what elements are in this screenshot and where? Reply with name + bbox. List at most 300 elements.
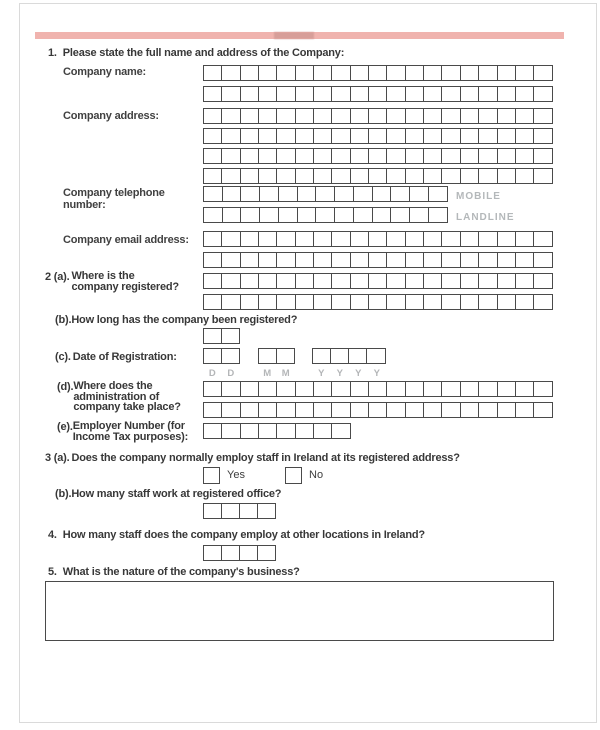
registration-year-row[interactable] xyxy=(312,348,386,364)
comb-cell[interactable] xyxy=(405,65,425,81)
comb-cell[interactable] xyxy=(405,273,425,289)
comb-cell[interactable] xyxy=(460,128,480,144)
yes-checkbox[interactable] xyxy=(203,467,220,484)
comb-cell[interactable] xyxy=(405,381,425,397)
comb-cell[interactable] xyxy=(203,402,223,418)
comb-cell[interactable] xyxy=(221,273,241,289)
comb-cell[interactable] xyxy=(497,294,517,310)
comb-cell[interactable] xyxy=(331,128,351,144)
comb-cell[interactable] xyxy=(460,381,480,397)
comb-cell[interactable] xyxy=(278,207,298,223)
comb-cell[interactable] xyxy=(350,402,370,418)
comb-cell[interactable] xyxy=(258,273,278,289)
comb-cell[interactable] xyxy=(240,168,260,184)
comb-cell[interactable] xyxy=(423,65,443,81)
comb-cell[interactable] xyxy=(240,128,260,144)
comb-cell[interactable] xyxy=(405,86,425,102)
comb-cell[interactable] xyxy=(221,402,241,418)
comb-cell[interactable] xyxy=(368,128,388,144)
comb-cell[interactable] xyxy=(258,86,278,102)
comb-cell[interactable] xyxy=(331,381,351,397)
comb-cell[interactable] xyxy=(203,207,223,223)
comb-cell[interactable] xyxy=(405,252,425,268)
comb-cell[interactable] xyxy=(460,65,480,81)
comb-cell[interactable] xyxy=(313,381,333,397)
comb-cell[interactable] xyxy=(428,207,448,223)
comb-cell[interactable] xyxy=(441,231,461,247)
comb-cell[interactable] xyxy=(295,65,315,81)
comb-cell[interactable] xyxy=(350,86,370,102)
comb-cell[interactable] xyxy=(368,294,388,310)
staff-registered-office-row[interactable] xyxy=(203,503,276,519)
comb-cell[interactable] xyxy=(441,108,461,124)
comb-cell[interactable] xyxy=(350,273,370,289)
comb-cell[interactable] xyxy=(221,381,241,397)
comb-cell[interactable] xyxy=(350,381,370,397)
comb-cell[interactable] xyxy=(515,148,535,164)
comb-cell[interactable] xyxy=(221,294,241,310)
comb-cell[interactable] xyxy=(240,402,260,418)
comb-cell[interactable] xyxy=(368,65,388,81)
comb-cell[interactable] xyxy=(350,168,370,184)
registered-where-row-1[interactable] xyxy=(203,273,553,289)
administration-place-row-2[interactable] xyxy=(203,402,553,418)
company-address-row-1[interactable] xyxy=(203,108,553,124)
comb-cell[interactable] xyxy=(497,231,517,247)
comb-cell[interactable] xyxy=(258,348,277,364)
comb-cell[interactable] xyxy=(409,207,429,223)
comb-cell[interactable] xyxy=(239,503,258,519)
phone-mobile-row[interactable] xyxy=(203,186,448,202)
comb-cell[interactable] xyxy=(240,423,260,439)
comb-cell[interactable] xyxy=(295,273,315,289)
comb-cell[interactable] xyxy=(331,65,351,81)
comb-cell[interactable] xyxy=(460,273,480,289)
comb-cell[interactable] xyxy=(441,273,461,289)
comb-cell[interactable] xyxy=(386,294,406,310)
comb-cell[interactable] xyxy=(348,348,368,364)
comb-cell[interactable] xyxy=(368,381,388,397)
comb-cell[interactable] xyxy=(203,231,223,247)
comb-cell[interactable] xyxy=(515,381,535,397)
comb-cell[interactable] xyxy=(222,207,242,223)
comb-cell[interactable] xyxy=(533,86,553,102)
registration-month-row[interactable] xyxy=(258,348,295,364)
comb-cell[interactable] xyxy=(497,381,517,397)
comb-cell[interactable] xyxy=(295,252,315,268)
comb-cell[interactable] xyxy=(515,273,535,289)
staff-other-locations-row[interactable] xyxy=(203,545,276,561)
comb-cell[interactable] xyxy=(313,86,333,102)
comb-cell[interactable] xyxy=(441,128,461,144)
comb-cell[interactable] xyxy=(460,168,480,184)
comb-cell[interactable] xyxy=(386,252,406,268)
no-checkbox[interactable] xyxy=(285,467,302,484)
comb-cell[interactable] xyxy=(203,273,223,289)
comb-cell[interactable] xyxy=(259,207,279,223)
comb-cell[interactable] xyxy=(386,108,406,124)
comb-cell[interactable] xyxy=(203,168,223,184)
comb-cell[interactable] xyxy=(405,128,425,144)
comb-cell[interactable] xyxy=(533,65,553,81)
company-address-row-3[interactable] xyxy=(203,148,553,164)
comb-cell[interactable] xyxy=(258,128,278,144)
comb-cell[interactable] xyxy=(259,186,279,202)
comb-cell[interactable] xyxy=(240,381,260,397)
comb-cell[interactable] xyxy=(533,108,553,124)
comb-cell[interactable] xyxy=(441,252,461,268)
comb-cell[interactable] xyxy=(368,168,388,184)
comb-cell[interactable] xyxy=(276,65,296,81)
comb-cell[interactable] xyxy=(460,108,480,124)
comb-cell[interactable] xyxy=(313,294,333,310)
comb-cell[interactable] xyxy=(386,65,406,81)
comb-cell[interactable] xyxy=(330,348,350,364)
comb-cell[interactable] xyxy=(368,273,388,289)
comb-cell[interactable] xyxy=(497,86,517,102)
company-name-row-2[interactable] xyxy=(203,86,553,102)
comb-cell[interactable] xyxy=(258,108,278,124)
comb-cell[interactable] xyxy=(368,148,388,164)
comb-cell[interactable] xyxy=(423,86,443,102)
comb-cell[interactable] xyxy=(350,252,370,268)
comb-cell[interactable] xyxy=(203,545,222,561)
comb-cell[interactable] xyxy=(423,168,443,184)
company-address-row-4[interactable] xyxy=(203,168,553,184)
comb-cell[interactable] xyxy=(240,231,260,247)
comb-cell[interactable] xyxy=(460,148,480,164)
comb-cell[interactable] xyxy=(428,186,448,202)
employer-number-row[interactable] xyxy=(203,423,351,439)
comb-cell[interactable] xyxy=(240,86,260,102)
comb-cell[interactable] xyxy=(258,294,278,310)
comb-cell[interactable] xyxy=(331,252,351,268)
comb-cell[interactable] xyxy=(441,148,461,164)
comb-cell[interactable] xyxy=(240,186,260,202)
comb-cell[interactable] xyxy=(533,128,553,144)
comb-cell[interactable] xyxy=(257,503,276,519)
comb-cell[interactable] xyxy=(313,148,333,164)
comb-cell[interactable] xyxy=(203,381,223,397)
comb-cell[interactable] xyxy=(331,108,351,124)
comb-cell[interactable] xyxy=(368,402,388,418)
comb-cell[interactable] xyxy=(313,273,333,289)
comb-cell[interactable] xyxy=(258,231,278,247)
comb-cell[interactable] xyxy=(257,545,276,561)
years-registered-row[interactable] xyxy=(203,328,240,344)
comb-cell[interactable] xyxy=(515,168,535,184)
comb-cell[interactable] xyxy=(276,273,296,289)
comb-cell[interactable] xyxy=(441,65,461,81)
comb-cell[interactable] xyxy=(405,402,425,418)
comb-cell[interactable] xyxy=(405,168,425,184)
registered-where-row-2[interactable] xyxy=(203,294,553,310)
comb-cell[interactable] xyxy=(258,381,278,397)
comb-cell[interactable] xyxy=(478,294,498,310)
comb-cell[interactable] xyxy=(350,231,370,247)
comb-cell[interactable] xyxy=(372,207,392,223)
comb-cell[interactable] xyxy=(368,108,388,124)
company-email-row-1[interactable] xyxy=(203,231,553,247)
comb-cell[interactable] xyxy=(331,273,351,289)
comb-cell[interactable] xyxy=(313,128,333,144)
comb-cell[interactable] xyxy=(478,108,498,124)
comb-cell[interactable] xyxy=(313,423,333,439)
comb-cell[interactable] xyxy=(313,168,333,184)
comb-cell[interactable] xyxy=(390,207,410,223)
comb-cell[interactable] xyxy=(315,207,335,223)
comb-cell[interactable] xyxy=(497,168,517,184)
comb-cell[interactable] xyxy=(276,348,295,364)
company-address-row-2[interactable] xyxy=(203,128,553,144)
comb-cell[interactable] xyxy=(331,148,351,164)
comb-cell[interactable] xyxy=(478,128,498,144)
business-nature-textbox[interactable] xyxy=(45,581,554,641)
comb-cell[interactable] xyxy=(533,294,553,310)
comb-cell[interactable] xyxy=(239,545,258,561)
comb-cell[interactable] xyxy=(276,86,296,102)
comb-cell[interactable] xyxy=(221,86,241,102)
comb-cell[interactable] xyxy=(258,402,278,418)
comb-cell[interactable] xyxy=(221,231,241,247)
comb-cell[interactable] xyxy=(533,402,553,418)
comb-cell[interactable] xyxy=(533,381,553,397)
comb-cell[interactable] xyxy=(221,108,241,124)
comb-cell[interactable] xyxy=(515,108,535,124)
comb-cell[interactable] xyxy=(423,294,443,310)
comb-cell[interactable] xyxy=(203,294,223,310)
comb-cell[interactable] xyxy=(258,252,278,268)
comb-cell[interactable] xyxy=(368,86,388,102)
comb-cell[interactable] xyxy=(203,108,223,124)
comb-cell[interactable] xyxy=(460,231,480,247)
comb-cell[interactable] xyxy=(221,128,241,144)
comb-cell[interactable] xyxy=(221,545,240,561)
comb-cell[interactable] xyxy=(409,186,429,202)
registration-day-row[interactable] xyxy=(203,348,240,364)
company-email-row-2[interactable] xyxy=(203,252,553,268)
comb-cell[interactable] xyxy=(295,86,315,102)
comb-cell[interactable] xyxy=(497,252,517,268)
comb-cell[interactable] xyxy=(497,65,517,81)
comb-cell[interactable] xyxy=(405,231,425,247)
comb-cell[interactable] xyxy=(372,186,392,202)
comb-cell[interactable] xyxy=(276,168,296,184)
comb-cell[interactable] xyxy=(390,186,410,202)
comb-cell[interactable] xyxy=(423,148,443,164)
comb-cell[interactable] xyxy=(221,148,241,164)
comb-cell[interactable] xyxy=(368,231,388,247)
comb-cell[interactable] xyxy=(497,402,517,418)
comb-cell[interactable] xyxy=(405,108,425,124)
comb-cell[interactable] xyxy=(386,231,406,247)
comb-cell[interactable] xyxy=(276,252,296,268)
comb-cell[interactable] xyxy=(423,128,443,144)
comb-cell[interactable] xyxy=(441,86,461,102)
comb-cell[interactable] xyxy=(295,381,315,397)
comb-cell[interactable] xyxy=(295,148,315,164)
comb-cell[interactable] xyxy=(350,128,370,144)
comb-cell[interactable] xyxy=(368,252,388,268)
comb-cell[interactable] xyxy=(276,128,296,144)
comb-cell[interactable] xyxy=(203,503,222,519)
comb-cell[interactable] xyxy=(386,273,406,289)
comb-cell[interactable] xyxy=(497,128,517,144)
comb-cell[interactable] xyxy=(258,65,278,81)
comb-cell[interactable] xyxy=(258,423,278,439)
comb-cell[interactable] xyxy=(423,381,443,397)
comb-cell[interactable] xyxy=(350,65,370,81)
comb-cell[interactable] xyxy=(405,148,425,164)
comb-cell[interactable] xyxy=(240,294,260,310)
comb-cell[interactable] xyxy=(478,65,498,81)
comb-cell[interactable] xyxy=(497,273,517,289)
comb-cell[interactable] xyxy=(331,294,351,310)
comb-cell[interactable] xyxy=(515,86,535,102)
comb-cell[interactable] xyxy=(441,402,461,418)
comb-cell[interactable] xyxy=(441,168,461,184)
comb-cell[interactable] xyxy=(203,252,223,268)
comb-cell[interactable] xyxy=(334,186,354,202)
comb-cell[interactable] xyxy=(478,381,498,397)
comb-cell[interactable] xyxy=(295,423,315,439)
comb-cell[interactable] xyxy=(297,186,317,202)
comb-cell[interactable] xyxy=(497,148,517,164)
comb-cell[interactable] xyxy=(515,252,535,268)
comb-cell[interactable] xyxy=(423,231,443,247)
comb-cell[interactable] xyxy=(295,294,315,310)
comb-cell[interactable] xyxy=(515,65,535,81)
comb-cell[interactable] xyxy=(221,65,241,81)
comb-cell[interactable] xyxy=(203,423,223,439)
comb-cell[interactable] xyxy=(203,348,222,364)
comb-cell[interactable] xyxy=(203,148,223,164)
company-name-row-1[interactable] xyxy=(203,65,553,81)
comb-cell[interactable] xyxy=(533,168,553,184)
comb-cell[interactable] xyxy=(276,294,296,310)
comb-cell[interactable] xyxy=(203,186,223,202)
comb-cell[interactable] xyxy=(221,168,241,184)
comb-cell[interactable] xyxy=(221,328,240,344)
comb-cell[interactable] xyxy=(478,402,498,418)
administration-place-row-1[interactable] xyxy=(203,381,553,397)
comb-cell[interactable] xyxy=(423,402,443,418)
comb-cell[interactable] xyxy=(478,273,498,289)
comb-cell[interactable] xyxy=(221,423,241,439)
comb-cell[interactable] xyxy=(386,128,406,144)
comb-cell[interactable] xyxy=(515,402,535,418)
comb-cell[interactable] xyxy=(533,252,553,268)
comb-cell[interactable] xyxy=(276,148,296,164)
comb-cell[interactable] xyxy=(276,402,296,418)
comb-cell[interactable] xyxy=(331,402,351,418)
comb-cell[interactable] xyxy=(313,252,333,268)
comb-cell[interactable] xyxy=(331,423,351,439)
comb-cell[interactable] xyxy=(386,402,406,418)
comb-cell[interactable] xyxy=(334,207,354,223)
comb-cell[interactable] xyxy=(313,231,333,247)
comb-cell[interactable] xyxy=(366,348,386,364)
comb-cell[interactable] xyxy=(258,148,278,164)
comb-cell[interactable] xyxy=(203,65,223,81)
comb-cell[interactable] xyxy=(460,402,480,418)
comb-cell[interactable] xyxy=(295,402,315,418)
comb-cell[interactable] xyxy=(276,381,296,397)
comb-cell[interactable] xyxy=(441,294,461,310)
comb-cell[interactable] xyxy=(295,128,315,144)
comb-cell[interactable] xyxy=(276,231,296,247)
comb-cell[interactable] xyxy=(276,108,296,124)
comb-cell[interactable] xyxy=(331,231,351,247)
comb-cell[interactable] xyxy=(313,402,333,418)
comb-cell[interactable] xyxy=(441,381,461,397)
comb-cell[interactable] xyxy=(478,148,498,164)
comb-cell[interactable] xyxy=(386,381,406,397)
comb-cell[interactable] xyxy=(315,186,335,202)
comb-cell[interactable] xyxy=(405,294,425,310)
comb-cell[interactable] xyxy=(258,168,278,184)
comb-cell[interactable] xyxy=(240,207,260,223)
comb-cell[interactable] xyxy=(515,294,535,310)
comb-cell[interactable] xyxy=(276,423,296,439)
comb-cell[interactable] xyxy=(353,207,373,223)
comb-cell[interactable] xyxy=(350,294,370,310)
comb-cell[interactable] xyxy=(515,231,535,247)
comb-cell[interactable] xyxy=(478,252,498,268)
comb-cell[interactable] xyxy=(423,108,443,124)
comb-cell[interactable] xyxy=(478,231,498,247)
phone-landline-row[interactable] xyxy=(203,207,448,223)
comb-cell[interactable] xyxy=(221,252,241,268)
comb-cell[interactable] xyxy=(386,168,406,184)
comb-cell[interactable] xyxy=(331,168,351,184)
comb-cell[interactable] xyxy=(350,148,370,164)
comb-cell[interactable] xyxy=(240,148,260,164)
comb-cell[interactable] xyxy=(533,148,553,164)
comb-cell[interactable] xyxy=(222,186,242,202)
comb-cell[interactable] xyxy=(221,348,240,364)
comb-cell[interactable] xyxy=(515,128,535,144)
comb-cell[interactable] xyxy=(497,108,517,124)
comb-cell[interactable] xyxy=(278,186,298,202)
comb-cell[interactable] xyxy=(423,273,443,289)
comb-cell[interactable] xyxy=(353,186,373,202)
comb-cell[interactable] xyxy=(478,86,498,102)
comb-cell[interactable] xyxy=(386,86,406,102)
comb-cell[interactable] xyxy=(203,86,223,102)
comb-cell[interactable] xyxy=(221,503,240,519)
comb-cell[interactable] xyxy=(386,148,406,164)
comb-cell[interactable] xyxy=(460,86,480,102)
comb-cell[interactable] xyxy=(460,252,480,268)
comb-cell[interactable] xyxy=(203,328,222,344)
comb-cell[interactable] xyxy=(312,348,332,364)
comb-cell[interactable] xyxy=(478,168,498,184)
comb-cell[interactable] xyxy=(295,231,315,247)
comb-cell[interactable] xyxy=(313,65,333,81)
comb-cell[interactable] xyxy=(240,252,260,268)
comb-cell[interactable] xyxy=(533,273,553,289)
comb-cell[interactable] xyxy=(313,108,333,124)
comb-cell[interactable] xyxy=(295,108,315,124)
comb-cell[interactable] xyxy=(295,168,315,184)
comb-cell[interactable] xyxy=(240,108,260,124)
comb-cell[interactable] xyxy=(460,294,480,310)
comb-cell[interactable] xyxy=(331,86,351,102)
comb-cell[interactable] xyxy=(533,231,553,247)
comb-cell[interactable] xyxy=(350,108,370,124)
comb-cell[interactable] xyxy=(240,65,260,81)
